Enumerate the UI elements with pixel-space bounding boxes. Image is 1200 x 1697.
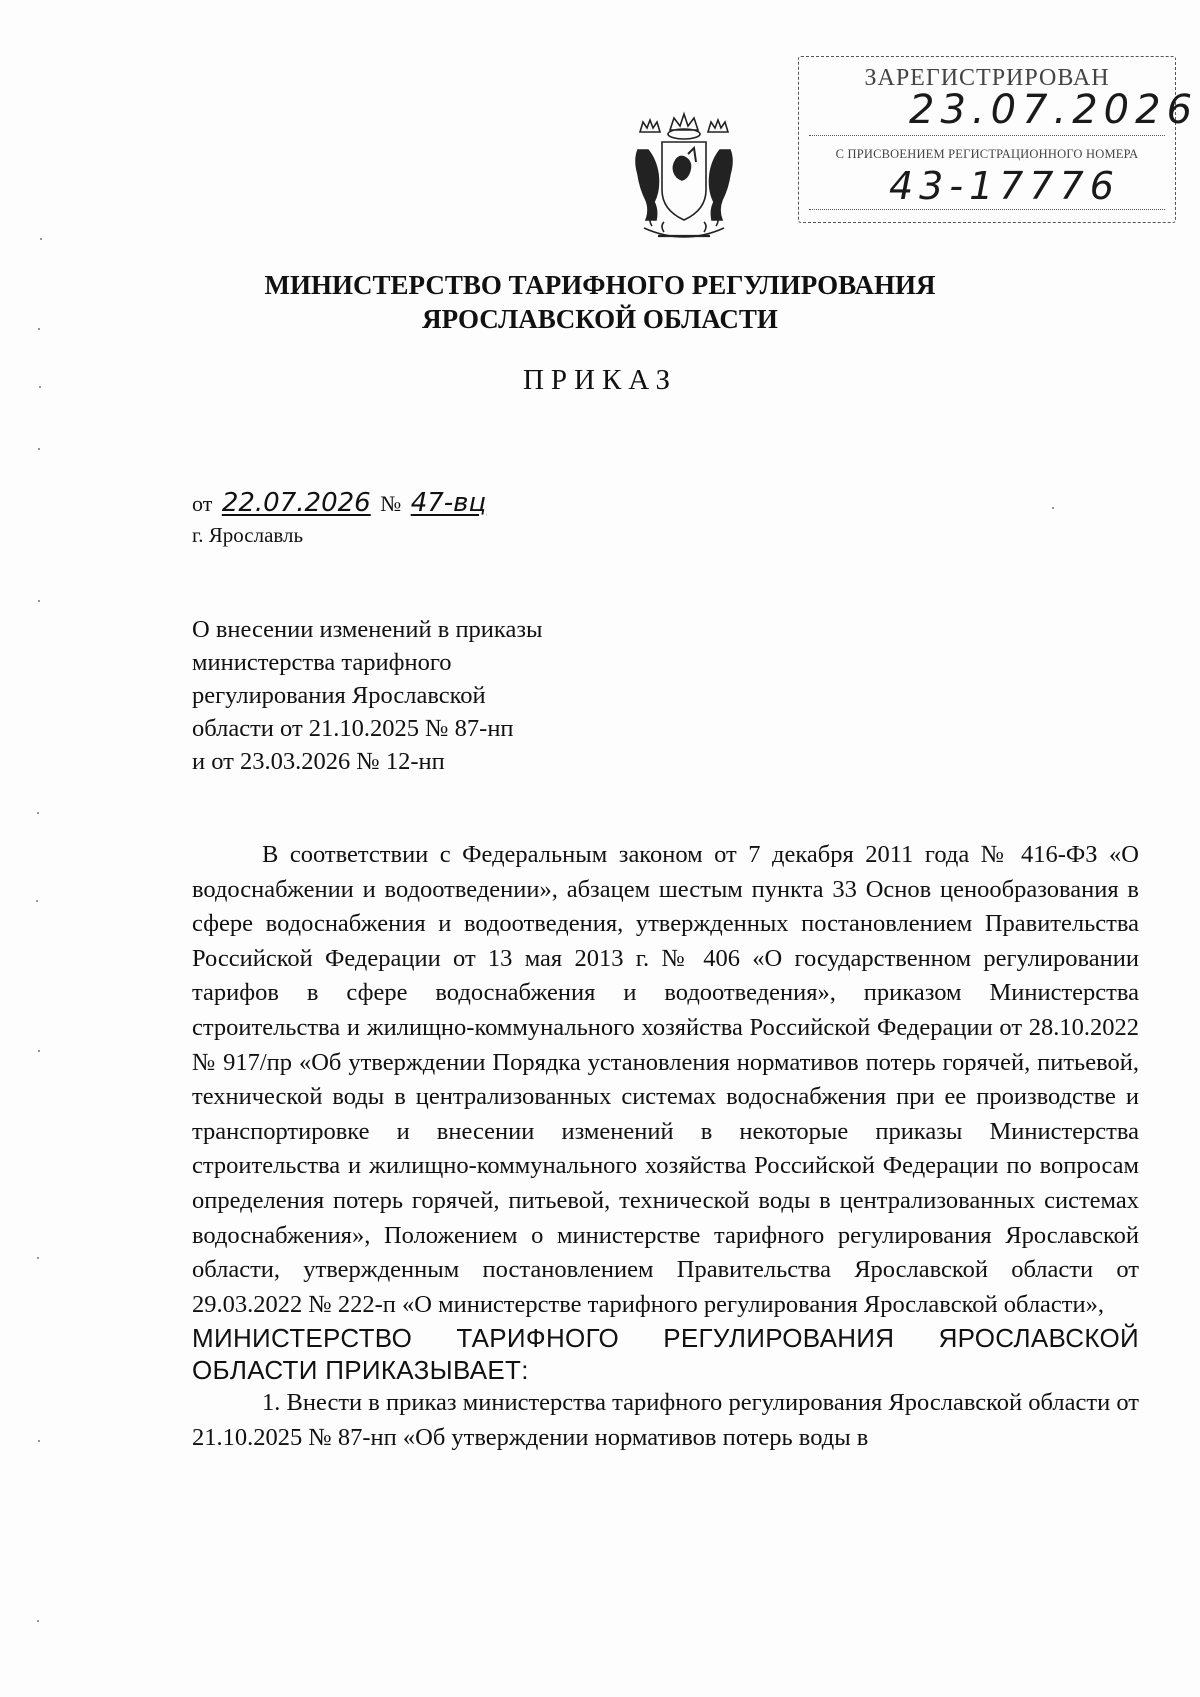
scan-dot <box>37 812 39 814</box>
document-type: ПРИКАЗ <box>522 364 678 396</box>
ministry-title <box>0 268 1200 336</box>
ministry-title-line2: ЯРОСЛАВСКОЙ ОБЛАСТИ <box>422 304 778 334</box>
order-body <box>192 838 1139 1456</box>
subject-line: министерства тарифного <box>192 649 452 676</box>
scan-dot <box>38 600 40 602</box>
stamp-divider <box>809 209 1165 210</box>
order-date-number <box>192 488 490 518</box>
scan-dot <box>37 1620 39 1622</box>
order-subject <box>192 613 542 778</box>
from-label: от <box>192 491 213 516</box>
scan-dot <box>37 1257 39 1259</box>
subject-line: регулирования Ярославской <box>192 682 486 709</box>
scan-dot <box>36 900 38 902</box>
stamp-divider <box>809 135 1165 136</box>
registration-stamp <box>798 56 1199 223</box>
stamp-date: 23.07.2026 <box>909 87 1199 133</box>
number-label: № <box>380 491 402 516</box>
scan-dot <box>1052 507 1054 509</box>
subject-line: и от 23.03.2026 № 12-нп <box>192 748 445 775</box>
scan-dot <box>40 238 42 240</box>
order-number: 47-вц <box>410 488 487 518</box>
stamp-title: ЗАРЕГИСТРИРОВАН <box>864 65 1110 91</box>
preamble-paragraph: В соответствии с Федеральным законом от 7 декабря 2011 года № 416-ФЗ «О водоснабжении и водоотведении», абзацем шестым пункта 33 Основ ценообразования в сфере водоснабжения и водоотведения, утвержденных постановлением Правительства Российской Федерации от 13 мая 2013 г. № 406 «О государственном регулировании тарифов в сфере водоснабжения и водоотведения», приказом Министерства строительства и жилищно-коммунального хозяйства Российской Федерации от 28.10.2022 № 917/пр «Об утверждении Порядка установления нормативов потерь горячей, питьевой, технической воды в централизованных системах водоснабжения при ее производстве и транспортировке и внесении изменений в некоторые приказы Министерства строительства и жилищно-коммунального хозяйства Российской Федерации по вопросам определения потерь горячей, питьевой, технической воды в централизованных системах водоснабжения», Положением о министерстве тарифного регулирования Ярославской области, утвержденным постановлением Правительства Ярославской области от 29.03.2022 № 222-п «О министерстве тарифного регулирования Ярославской области», <box>192 841 1139 1318</box>
scan-dot <box>38 448 40 450</box>
order-city: г. Ярославль <box>192 523 304 547</box>
order-date: 22.07.2026 <box>221 488 371 518</box>
stamp-number: 43-17776 <box>889 164 1120 208</box>
order-command: МИНИСТЕРСТВО ТАРИФНОГО РЕГУЛИРОВАНИЯ ЯРОСЛАВСКОЙ ОБЛАСТИ ПРИКАЗЫВАЕТ: <box>192 1323 1139 1386</box>
scan-dot <box>38 1050 40 1052</box>
subject-line: О внесении изменений в приказы <box>192 616 543 643</box>
scan-dot <box>38 1440 40 1442</box>
coat-of-arms-icon <box>624 110 744 244</box>
order-item-1: 1. Внести в приказ министерства тарифного регулирования Ярославской области от 21.10.2025 № 87-нп «Об утверждении нормативов потерь воды в <box>192 1389 1139 1451</box>
ministry-title-line1: МИНИСТЕРСТВО ТАРИФНОГО РЕГУЛИРОВАНИЯ <box>264 270 936 300</box>
subject-line: области от 21.10.2025 № 87-нп <box>192 715 514 742</box>
stamp-subtitle: С ПРИСВОЕНИЕМ РЕГИСТРАЦИОННОГО НОМЕРА <box>835 147 1139 161</box>
